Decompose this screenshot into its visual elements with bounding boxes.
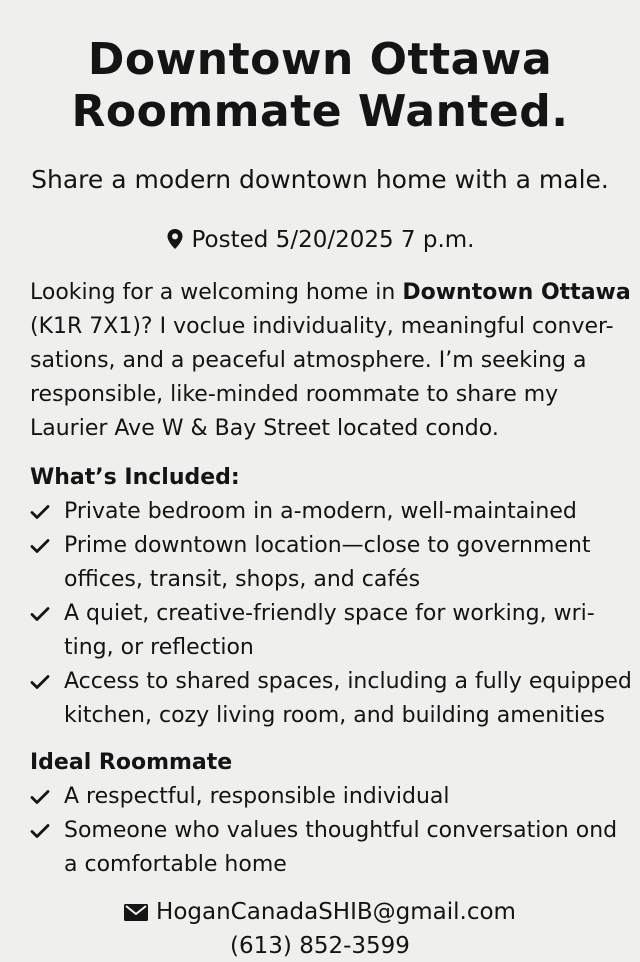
intro-location-bold: Downtown Ottawa bbox=[402, 280, 631, 305]
contact-block bbox=[0, 896, 640, 962]
email-address[interactable]: HoganCanadaSHIB@gmail.com bbox=[156, 899, 516, 925]
list-item bbox=[30, 665, 632, 733]
list-item-text: Access to shared spaces, including a fully equipped kitchen, cozy living room, and building amenities bbox=[64, 669, 632, 728]
list-item bbox=[30, 529, 632, 597]
ideal-roommate-heading: Ideal Roommate bbox=[30, 750, 233, 775]
included-heading: What’s Included: bbox=[30, 465, 240, 490]
title-line-2: Roommate Wanted. bbox=[71, 86, 569, 137]
intro-text-start: Looking for a welcoming home in bbox=[30, 280, 403, 305]
list-item bbox=[30, 814, 632, 882]
checkmark-icon bbox=[30, 606, 50, 622]
checkmark-icon bbox=[30, 789, 50, 805]
ideal-roommate-list bbox=[30, 780, 632, 882]
list-item bbox=[30, 495, 632, 529]
contact-phone[interactable]: (613) 852-3599 bbox=[230, 933, 410, 959]
intro-paragraph bbox=[30, 276, 632, 446]
list-item-text: Prime downtown location—close to government offices, transit, shops, and cafés bbox=[64, 533, 591, 592]
posted-date bbox=[0, 224, 640, 259]
title-line-1: Downtown Ottawa bbox=[87, 34, 553, 85]
subtitle: Share a modern downtown home with a male. bbox=[31, 165, 609, 194]
list-item-text: A quiet, creative-friendly space for working, wri-ting, or reflection bbox=[64, 601, 595, 660]
list-item bbox=[30, 780, 632, 814]
checkmark-icon bbox=[30, 674, 50, 690]
list-item-text: Someone who values thoughtful conversation ond a comfortable home bbox=[64, 818, 618, 877]
location-pin-icon bbox=[166, 227, 184, 259]
list-item bbox=[30, 597, 632, 665]
included-list bbox=[30, 495, 632, 733]
envelope-icon bbox=[124, 898, 148, 930]
included-section bbox=[30, 461, 632, 733]
checkmark-icon bbox=[30, 823, 50, 839]
contact-email[interactable] bbox=[0, 896, 640, 930]
list-item-text: A respectful, responsible individual bbox=[64, 784, 450, 809]
page-title bbox=[0, 34, 640, 138]
intro-text-end: (K1R 7X1)? I voclue individuality, meaningful conver-sations, and a peaceful atmosphere. I’m seeking a responsible, like-minded roommate to share my Laurier Ave W & Bay Street located condo. bbox=[30, 314, 614, 441]
checkmark-icon bbox=[30, 538, 50, 554]
checkmark-icon bbox=[30, 504, 50, 520]
list-item-text: Private bedroom in a-modern, well-maintained bbox=[64, 499, 577, 524]
ideal-roommate-section bbox=[30, 746, 632, 882]
posted-text: Posted 5/20/2025 7 p.m. bbox=[191, 227, 475, 253]
